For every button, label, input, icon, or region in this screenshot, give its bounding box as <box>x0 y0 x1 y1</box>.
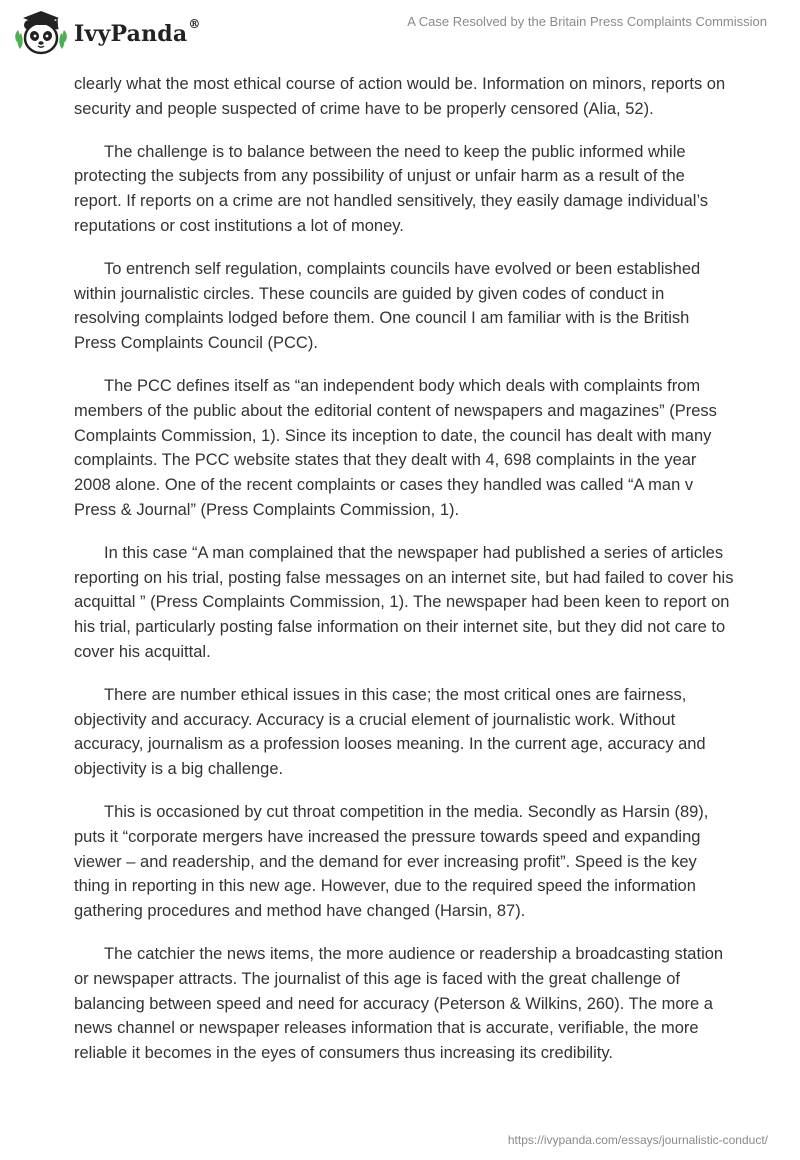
essay-body <box>74 72 734 1084</box>
brand-name-text: IvyPanda <box>74 21 188 47</box>
source-url-link[interactable]: https://ivypanda.com/essays/journalistic-conduct/ <box>507 1133 768 1147</box>
paragraph: clearly what the most ethical course of action would be. Information on minors, reports on security and people suspected of crime have to be properly censored (Alia, 52). <box>74 75 726 118</box>
brand-name <box>74 17 201 47</box>
brand-logo[interactable] <box>14 9 201 57</box>
paragraph: In this case “A man complained that the newspaper had published a series of articles reporting on his trial, posting false messages on an internet site, but had failed to cover his acquittal ” (Press Complaints Commission, 1). The newspaper had been keen to report on his trial, particularly posting false information on their internet site, but they did not care to cover his acquittal. <box>74 543 734 661</box>
page-header <box>0 0 800 70</box>
paragraph: To entrench self regulation, complaints councils have evolved or been established within journalistic circles. These councils are guided by given codes of conduct in resolving complaints lodged before them. One council I am familiar with is the British Press Complaints Council (PCC). <box>74 259 701 353</box>
paragraph: This is occasioned by cut throat competition in the media. Secondly as Harsin (89), puts it “corporate mergers have increased the pressure towards speed and expanding viewer – and readership, and the demand for ever increasing profit”. Speed is the key thing in reporting in this new age. However, due to the required speed the information gathering procedures and method have changed (Harsin, 87). <box>74 802 709 921</box>
paragraph: There are number ethical issues in this case; the most critical ones are fairness, objectivity and accuracy. Accuracy is a crucial element of journalistic work. Without accuracy, journalism as a profession looses meaning. In the current age, accuracy and objectivity is a big challenge. <box>74 685 706 779</box>
paragraph: The PCC defines itself as “an independent body which deals with complaints from members of the public about the editorial content of newspapers and magazines” (Press Complaints Commission, 1). Since its inception to date, the council has dealt with many complaints. The PCC website states that they dealt with 4, 698 complaints in the year 2008 alone. One of the recent complaints or cases they handled was called “A man v Press & Journal” (Press Complaints Commission, 1). <box>74 376 717 519</box>
paragraph: The challenge is to balance between the need to keep the public informed while protecting the subjects from any possibility of unjust or unfair harm as a result of the report. If reports on a crime are not handled sensitively, they easily damage individual’s reputations or cost institutions a lot of money. <box>74 142 709 235</box>
document-title: A Case Resolved by the Britain Press Complaints Commission <box>407 14 767 29</box>
registered-mark: ® <box>188 17 201 31</box>
panda-graduate-logo-icon <box>14 9 68 57</box>
paragraph: The catchier the news items, the more audience or readership a broadcasting station or newspaper attracts. The journalist of this age is faced with the great challenge of balancing between speed and need for accuracy (Peterson & Wilkins, 260). The more a news channel or newspaper releases information that is accurate, verifiable, the more reliable it becomes in the eyes of consumers thus increasing its credibility. <box>74 944 724 1063</box>
